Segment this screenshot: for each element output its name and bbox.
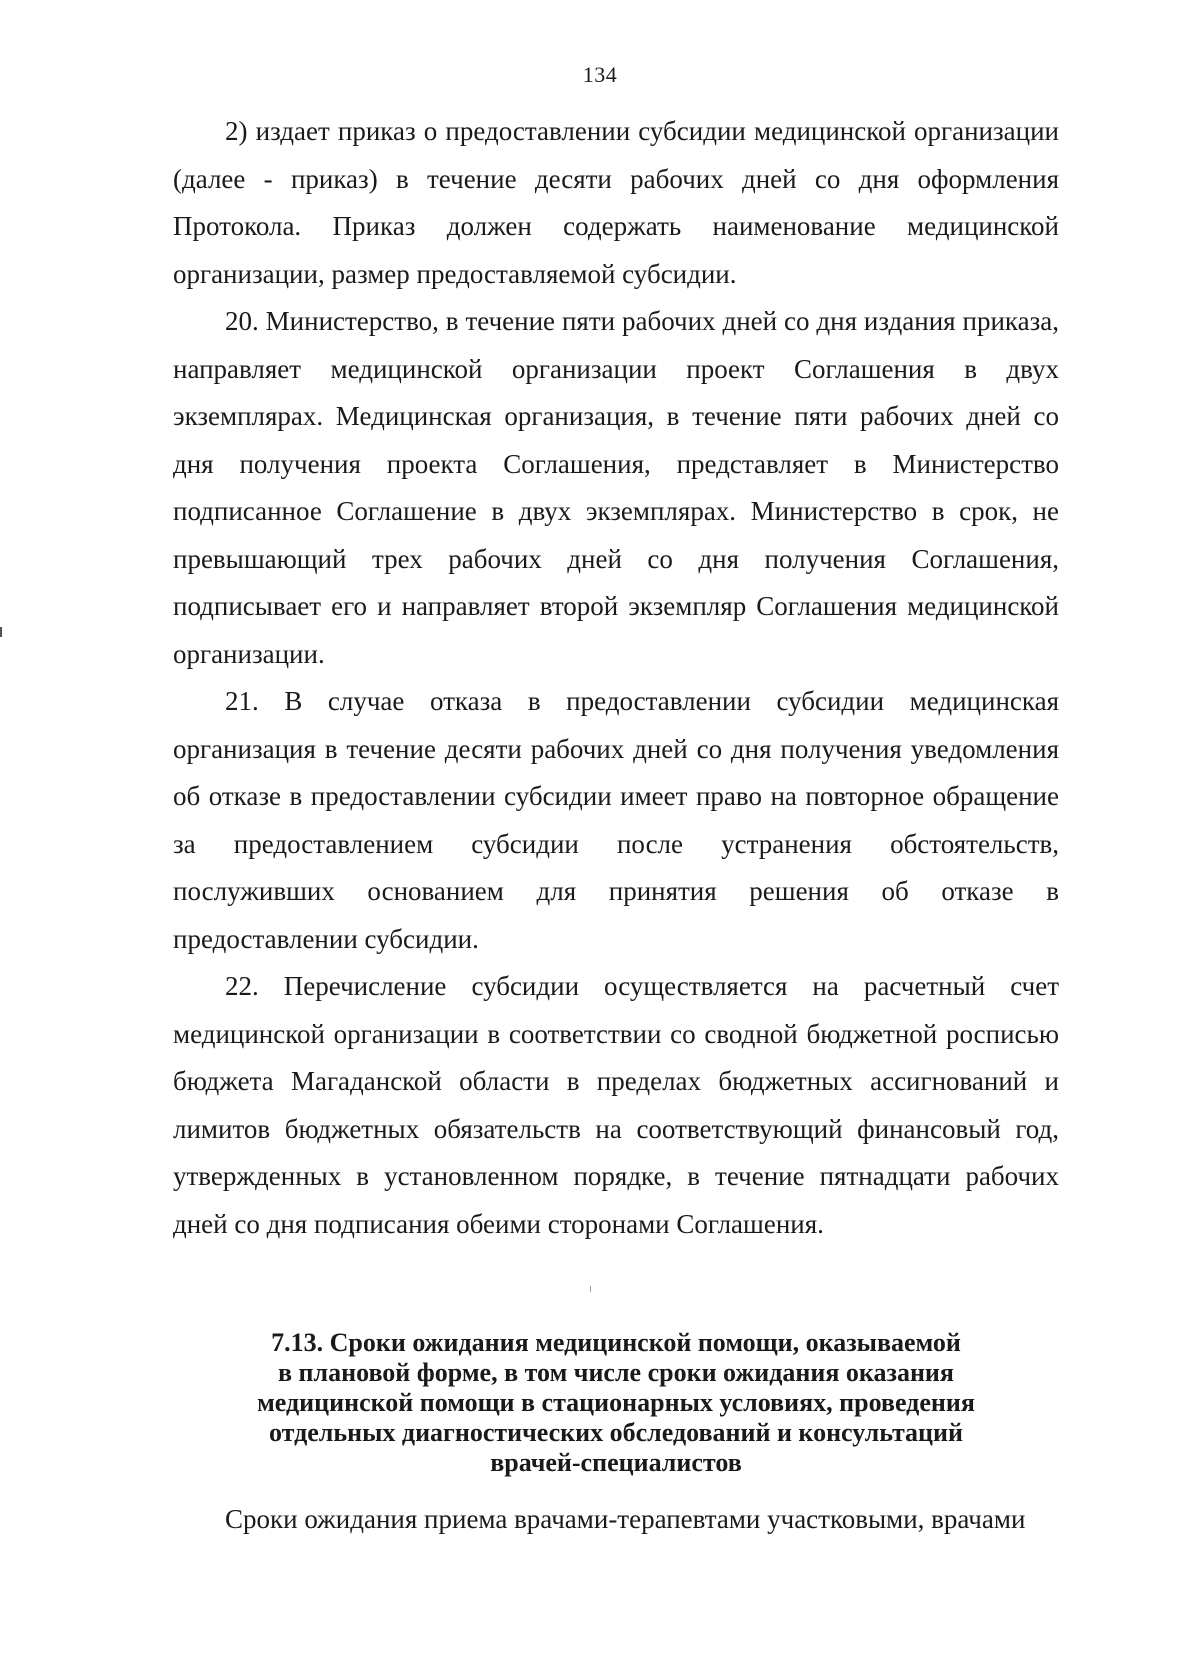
paragraph-22-transfer: 22. Перечисление субсидии осуществляется на расчетный счет медицинской организации в соответствии со сводной бюджетной росписью бюджета Магаданской области в пределах бюджетных ассигнований и лимитов бюджетных обязательств на соответствующий финансовый год, утвержденных в установленном порядке, в течение пятнадцати рабочих дней со дня подписания обеими сторонами Соглашения. [173,971,1059,1239]
document-body [173,108,1059,1248]
heading-line: в плановой форме, в том числе сроки ожидания оказания [278,1358,954,1387]
paragraph-item-2-order: 2) издает приказ о предоставлении субсидии медицинской организации (далее - приказ) в течение десяти рабочих дней со дня оформления Протокола. Приказ должен содержать наименование медицинской организации, размер предоставляемой субсидии. [173,116,1059,289]
heading-line: медицинской помощи в стационарных условиях, проведения [257,1388,975,1417]
paragraph-waiting-times-intro: Сроки ожидания приема врачами-терапевтами участковыми, врачами [225,1504,1026,1534]
scan-artifact-mark [0,627,2,637]
paragraph-21-refusal: 21. В случае отказа в предоставлении субсидии медицинская организация в течение десяти рабочих дней со дня получения уведомления об отказе в предоставлении субсидии имеет право на повторное обращение за предоставлением субсидии после устранения обстоятельств, послуживших основанием для принятия решения об отказе в предоставлении субсидии. [173,686,1059,954]
heading-line: врачей-специалистов [490,1448,742,1477]
page-number: 134 [582,62,618,87]
section-heading-7-13 [173,1328,1059,1478]
paragraph-20-ministry-agreement: 20. Министерство, в течение пяти рабочих дней со дня издания приказа, направляет медицинской организации проект Соглашения в двух экземплярах. Медицинская организация, в течение пяти рабочих дней со дня получения проекта Соглашения, представляет в Министерство подписанное Соглашение в двух экземплярах. Министерство в срок, не превышающий трех рабочих дней со дня получения Соглашения, подписывает его и направляет второй экземпляр Соглашения медицинской организации. [173,306,1059,669]
scan-artifact-dot [590,1286,591,1292]
heading-line: отдельных диагностических обследований и консультаций [269,1418,963,1447]
heading-line: 7.13. Сроки ожидания медицинской помощи, оказываемой [271,1328,961,1357]
